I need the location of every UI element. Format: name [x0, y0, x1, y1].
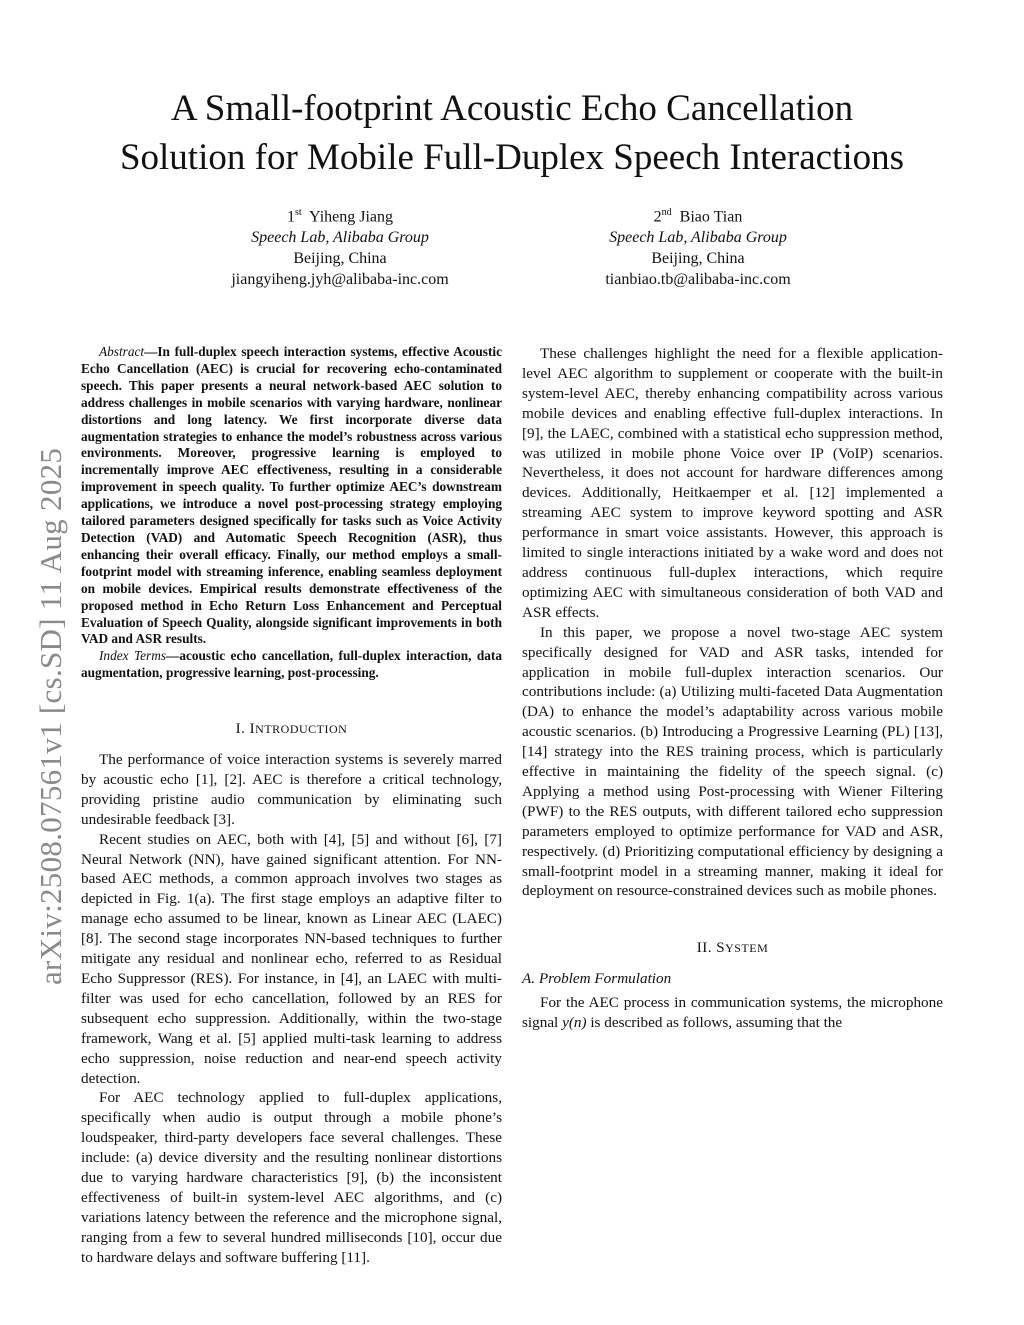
arxiv-stamp: arXiv:2508.07561v1 [cs.SD] 11 Aug 2025	[33, 447, 68, 985]
author-block-1	[190, 202, 490, 290]
author-name: 1st Yiheng Jiang	[286, 207, 394, 226]
author-location: Beijing, China	[651, 250, 745, 268]
left-column	[81, 344, 502, 1268]
author-email: jiangyiheng.jyh@alibaba-inc.com	[231, 271, 449, 289]
intro-paragraph-1: The performance of voice interaction systems is severely marred by acoustic echo [1], [2]. AEC is therefore a critical technology, providing pristine audio communication by eliminating such undesirable feedback [3].	[81, 751, 502, 828]
section-heading-introduction: I. INTRODUCTION	[235, 721, 348, 738]
intro-paragraph-5: In this paper, we propose a novel two-stage AEC system specifically designed for VAD and ASR tasks, intended for application in mobile full-duplex interaction scenarios. Our contributions include: (a) Utilizing multi-faceted Data Augmentation (DA) to enhance the model’s adaptability across various mobile acoustic scenarios. (b) Introducing a Progressive Learning (PL) [13], [14] strategy into the RES training process, which is particularly effective in maintaining the fidelity of the speech signal. (c) Applying a method using Post-processing with Wiener Filtering (PWF) to the RES outputs, with different tailored echo suppression parameters employed to optimize performance for VAD and ASR, respectively. (d) Prioritizing computational efficiency by designing a small-footprint model in a streaming manner, making it ideal for deployment on resource-constrained devices such as mobile phones.	[522, 623, 943, 900]
subsection-heading: A. Problem Formulation	[522, 970, 672, 988]
title-line-1: A Small-footprint Acoustic Echo Cancellation	[170, 88, 854, 129]
system-paragraph-1: For the AEC process in communication systems, the microphone signal y(n) is described as follows, assuming that the	[522, 994, 943, 1032]
section-heading-system: II. SYSTEM	[696, 940, 769, 957]
author-affiliation: Speech Lab, Alibaba Group	[609, 229, 787, 247]
intro-paragraph-3: For AEC technology applied to full-duplex applications, specifically when audio is output through a mobile phone’s loudspeaker, third-party developers face several challenges. These include: (a) device diversity and the resulting nonlinear distortions due to varying hardware characteristics [9], (b) the inconsistent effectiveness of built-in system-level AEC algorithms, and (c) variations latency between the reference and the microphone signal, ranging from a few to several hundred milliseconds [10], occur due to hardware delays and software buffering [11].	[81, 1089, 502, 1266]
index-terms: Index Terms—acoustic echo cancellation, full-duplex interaction, data augmentation, progressive learning, post-processing.	[81, 648, 502, 681]
intro-paragraph-2: Recent studies on AEC, both with [4], [5] and without [6], [7] Neural Network (NN), have gained significant attention. For NN-based AEC methods, a common approach involves two stages as depicted in Fig. 1(a). The first stage employs an adaptive filter to manage echo assumed to be linear, known as Linear AEC (LAEC) [8]. The second stage incorporates NN-based techniques to further mitigate any residual and nonlinear echo, referred to as Residual Echo Suppressor (RES). For instance, in [4], an LAEC with multi-filter was used for echo cancellation, followed by an RES for subsequent echo suppression. Additionally, within the two-stage framework, Wang et al. [5] applied multi-task learning to address echo suppression, noise reduction and near-end speech activity detection.	[81, 830, 502, 1087]
title-line-2: Solution for Mobile Full-Duplex Speech Interactions	[119, 137, 905, 178]
author-affiliation: Speech Lab, Alibaba Group	[251, 229, 429, 247]
author-email: tianbiao.tb@alibaba-inc.com	[605, 271, 791, 289]
abstract: Abstract—In full-duplex speech interaction systems, effective Acoustic Echo Cancellation (AEC) is crucial for recovering echo-contaminated speech. This paper presents a neural network-based AEC solution to address challenges in mobile scenarios with varying hardware, nonlinear distortions and long latency. We first incorporate diverse data augmentation strategies to enhance the model’s robustness across various environments. Moreover, progressive learning is employed to incrementally improve AEC effectiveness, resulting in a considerable improvement in speech quality. To further optimize AEC’s downstream applications, we introduce a novel post-processing strategy employing tailored parameters designed specifically for tasks such as Voice Activity Detection (VAD) and Automatic Speech Recognition (ASR), thus enhancing their overall efficacy. Finally, our method employs a small-footprint model with streaming inference, enabling seamless deployment on mobile devices. Empirical results demonstrate effectiveness of the proposed method in Echo Return Loss Enhancement and Perceptual Evaluation of Speech Quality, alongside significant improvements in both VAD and ASR results.	[81, 344, 502, 647]
author-block-2	[548, 202, 848, 290]
right-column	[522, 344, 943, 1033]
author-name: 2nd Biao Tian	[653, 207, 743, 226]
paper-title	[0, 84, 1024, 182]
intro-paragraph-4: These challenges highlight the need for a flexible application-level AEC algorithm to supplement or cooperate with the built-in system-level AEC, thereby enhancing compatibility across various mobile devices and enabling effective full-duplex interactions. In [9], the LAEC, combined with a statistical echo suppression method, was utilized in mobile phone Voice over IP (VoIP) scenarios. Nevertheless, it does not account for hardware differences among devices. Additionally, Heitkaemper et al. [12] implemented a streaming AEC system to improve keyword spotting and ASR performance in smart voice assistants. However, this approach is limited to single interactions initiated by a wake word and does not address continuous full-duplex interactions, which require optimizing AEC with simultaneous consideration of both VAD and ASR effects.	[522, 345, 943, 621]
author-location: Beijing, China	[293, 250, 387, 268]
